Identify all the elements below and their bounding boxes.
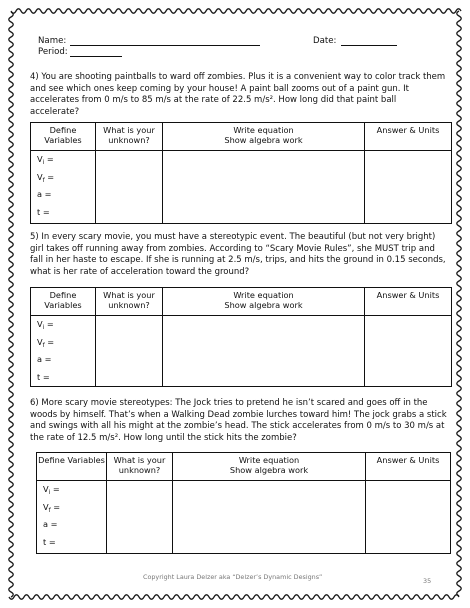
border-wave [457,11,461,596]
unknown-header: What is your unknown? [96,288,163,316]
problem-6-work-table [36,452,451,554]
date-label: Date: [313,36,337,46]
vi-row: $V_i$ = [37,154,54,166]
a-row: a = [43,519,58,529]
page-number: 35 [423,577,432,585]
problem-5-text [30,232,448,278]
equation-header-line2: Show algebra work [224,134,303,145]
answer-cell[interactable] [366,481,451,554]
problem-6-text [30,398,448,444]
answer-units-header: Answer & Units [365,288,452,316]
equation-header [173,453,366,481]
equation-header [163,288,365,316]
vf-row: $V_f$ = [37,171,55,184]
equation-header-line2: Show algebra work [229,464,309,475]
answer-cell[interactable] [365,151,452,224]
variables-cell[interactable] [31,316,96,387]
border-wave [11,9,461,13]
t-row: t = [37,371,50,382]
problem-5-work-table [30,287,452,387]
answer-units-header: Answer & Units [366,453,451,481]
answer-cell[interactable] [365,316,452,387]
name-label: Name: [38,36,67,46]
equation-header-line1: Write equation [238,455,300,465]
problem-6-body: 6) More scary movie stereotypes: The Jock tries to pretend he isn’t scared and goes off in the woods by himself. That’s when a Walking Dead zombie lurches toward him! The jock grabs a stick and swings with all his might at the zombie’s head. The stick accelerates from 0 m/s to 30 m/s at the rate of 12.5 m/s². How long until the stick hits the zombie? [30,398,447,443]
problem-4-text [30,72,448,118]
border-wave [9,595,459,599]
period-field[interactable] [70,56,122,57]
vf-row: $V_f$ = [43,501,61,514]
unknown-header: What is your unknown? [107,453,173,481]
problem-4-body: 4) You are shooting paintballs to ward off zombies. Plus it is a convenient way to color track them and see which ones keep coming by your house! A paint ball zooms out of a paint gun. It accelerates from 0 m/s to 85 m/s at the rate of 22.5 m/s². How long did that paint ball accelerate? [30,72,446,117]
define-variables-header: Define Variables [37,453,107,481]
t-row: t = [43,536,56,547]
a-row: a = [37,189,52,199]
unknown-header: What is your unknown? [96,123,163,151]
equation-cell[interactable] [163,316,365,387]
variables-cell[interactable] [31,151,96,224]
border-wave [9,12,13,597]
equation-cell[interactable] [163,151,365,224]
a-row: a = [37,354,52,364]
t-row: t = [37,206,50,217]
name-field[interactable] [70,45,260,46]
equation-header [163,123,365,151]
unknown-cell[interactable] [107,481,173,554]
equation-cell[interactable] [173,481,366,554]
answer-units-header: Answer & Units [365,123,452,151]
unknown-cell[interactable] [96,316,163,387]
problem-4-work-table [30,122,452,224]
equation-header-line2: Show algebra work [224,299,303,310]
define-variables-header: Define Variables [31,123,96,151]
period-label: Period: [38,47,68,57]
variables-cell[interactable] [37,481,107,554]
vf-row: $V_f$ = [37,336,55,349]
vi-row: $V_i$ = [37,319,54,331]
define-variables-header: Define Variables [31,288,96,316]
equation-header-line1: Write equation [233,290,294,300]
unknown-cell[interactable] [96,151,163,224]
copyright-footer: Copyright Laura Delzer aka “Delzer’s Dynamic Designs” [143,573,323,581]
problem-5-body: 5) In every scary movie, you must have a stereotypic event. The beautiful (but not very bright) girl takes off running away from zombies. According to “Scary Movie Rules”, she MUST trip and fall in her haste to escape. If she is running at 2.5 m/s, trips, and hits the ground in 0.15 seconds, what is her rate of acceleration toward the ground? [30,232,446,277]
date-field[interactable] [341,45,397,46]
vi-row: $V_i$ = [43,484,60,496]
equation-header-line1: Write equation [233,125,294,135]
